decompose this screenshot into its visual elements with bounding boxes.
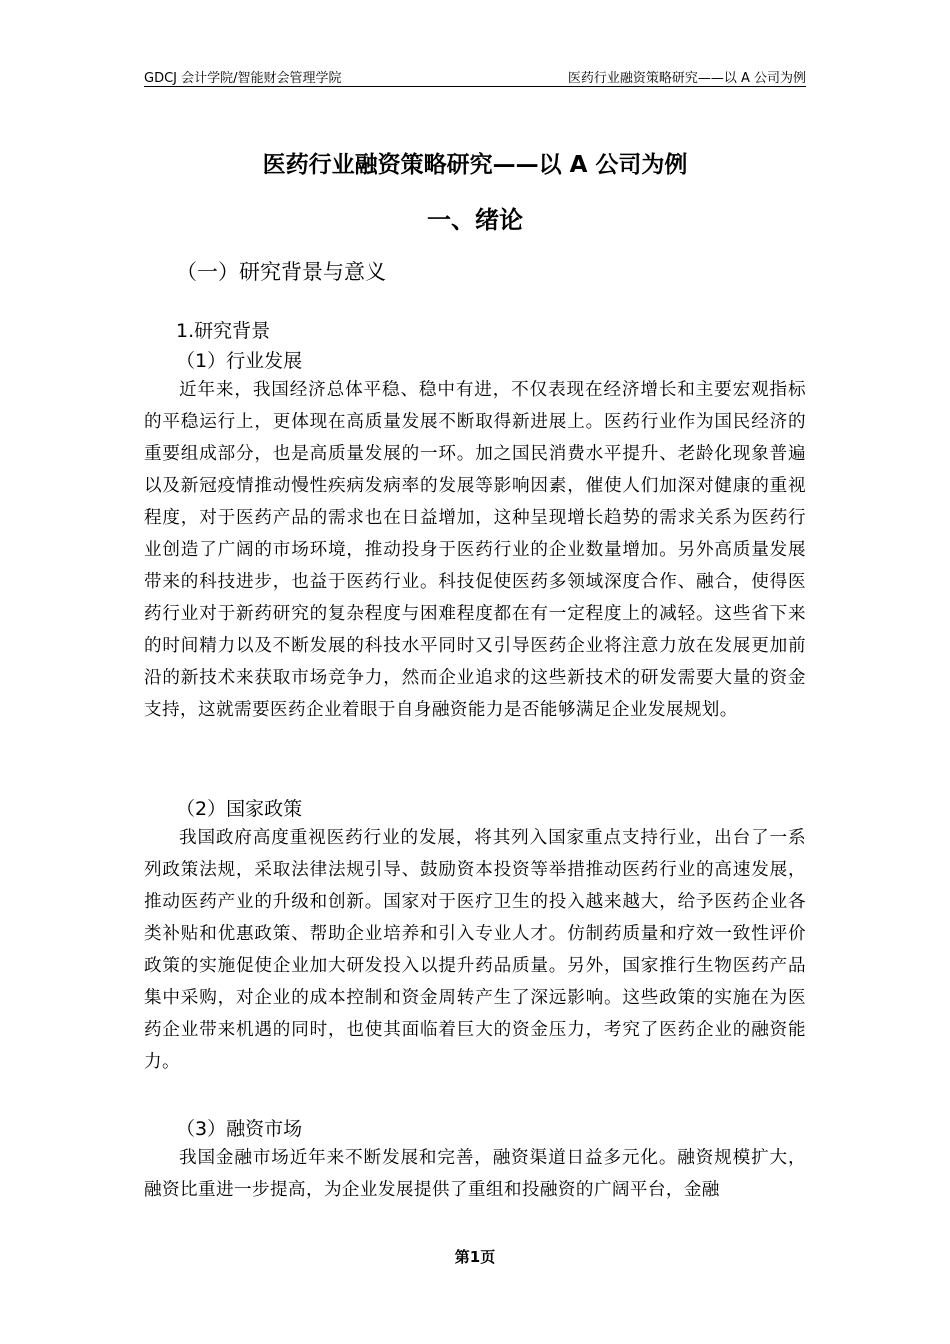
section-heading: （一）研究背景与意义 (176, 260, 386, 284)
item-heading-industry: （1）行业发展 (176, 350, 303, 372)
chapter-heading: 一、绪论 (427, 206, 523, 234)
paragraph-industry: 近年来，我国经济总体平稳、稳中有进，不仅表现在经济增长和主要宏观指标的平稳运行上，更体现在高质量发展不断取得新进展上。医药行业作为国民经济的重要组成部分，也是高质量发展的一环。加之国民消费水平提升、老龄化现象普遍以及新冠疫情推动慢性疾病发病率的发展等影响因素，催使人们加深对健康的重视程度，对于医药产品的需求也在日益增加，这种呈现增长趋势的需求关系为医药行业创造了广阔的市场环境，推动投身于医药行业的企业数量增加。另外高质量发展带来的科技进步，也益于医药行业。科技促使医药多领域深度合作、融合，使得医药行业对于新药研究的复杂程度与困难程度都在有一定程度上的减轻。这些省下来的时间精力以及不断发展的科技水平同时又引导医药企业将注意力放在发展更加前沿的新技术来获取市场竞争力，然而企业追求的这些新技术的研发需要大量的资金支持，这就需要医药企业着眼于自身融资能力是否能够满足企业发展规划。 (144, 380, 806, 720)
item-heading-policy: （2）国家政策 (176, 798, 303, 820)
subsection-heading: 1.研究背景 (176, 320, 271, 342)
document-title: 医药行业融资策略研究——以 A 公司为例 (262, 152, 688, 178)
item-heading-market: （3）融资市场 (176, 1118, 303, 1140)
header-document-title: 医药行业融资策略研究——以 A 公司为例 (567, 71, 806, 86)
paragraph-policy: 我国政府高度重视医药行业的发展，将其列入国家重点支持行业，出台了一系列政策法规，采取法律法规引导、鼓励资本投资等举措推动医药行业的高速发展，推动医药产业的升级和创新。国家对于医疗卫生的投入越来越大，给予医药企业各类补贴和优惠政策、帮助企业培养和引入专业人才。仿制药质量和疗效一致性评价政策的实施促使企业加大研发投入以提升药品质量。另外，国家推行生物医药产品集中采购，对企业的成本控制和资金周转产生了深远影响。这些政策的实施在为医药企业带来机遇的同时，也使其面临着巨大的资金压力，考究了医药企业的融资能力。 (144, 828, 806, 1072)
header-institution: GDCJ 会计学院/智能财会管理学院 (144, 71, 342, 86)
page-number: 第1页 (454, 1248, 496, 1266)
page-header (144, 64, 806, 87)
paragraph-market: 我国金融市场近年来不断发展和完善，融资渠道日益多元化。融资规模扩大，融资比重进一步提高，为企业发展提供了重组和投融资的广阔平台，金融 (144, 1148, 806, 1200)
